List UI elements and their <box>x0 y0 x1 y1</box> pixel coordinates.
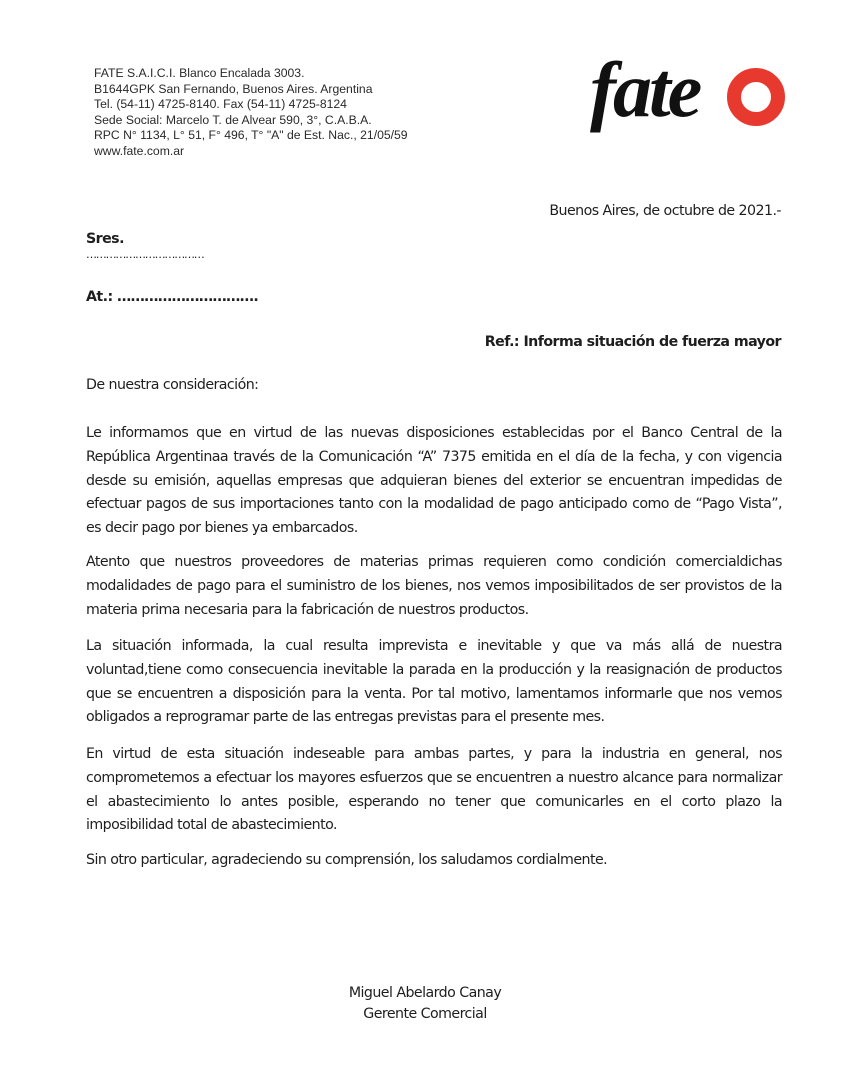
company-line: RPC N° 1134, L° 51, F° 496, T° "A" de Est. Nac., 21/05/59 <box>94 128 408 143</box>
salutation: De nuestra consideración: <box>86 377 259 393</box>
signatory-title: Gerente Comercial <box>363 1006 487 1022</box>
closing: Sin otro particular, agradeciendo su comprensión, los saludamos cordialmente. <box>86 852 608 868</box>
company-info <box>94 66 408 160</box>
paragraph: Le informamos que en virtud de las nuevas disposiciones establecidas por el Banco Central de la República Argentinaa través de la Comunicación “A” 7375 emitida en el día de la fecha, y con vigencia desde su emisión, aquellas empresas que adquieran bienes del exterior se encuentran impedidas de efectuar pagos de sus importaciones tanto con la modalidad de pago anticipado como de “Pago Vista”, es decir pago por bienes ya embarcados. <box>86 425 782 537</box>
recipient-label: Sres. <box>86 231 124 247</box>
fate-logo <box>590 46 790 136</box>
company-website: www.fate.com.ar <box>94 143 185 158</box>
paragraph: Atento que nuestros proveedores de materias primas requieren como condición comercialdichas modalidades de pago para el suministro de los bienes, nos vemos imposibilitados de ser provistos de la materia prima necesaria para la fabricación de nuestros productos. <box>86 554 782 618</box>
signatory-name: Miguel Abelardo Canay <box>348 985 502 1001</box>
reference-line: Ref.: Informa situación de fuerza mayor <box>484 334 781 350</box>
recipient-blank: ……………………………… <box>86 248 204 261</box>
company-line: B1644GPK San Fernando, Buenos Aires. Argentina <box>94 81 373 96</box>
paragraph: En virtud de esta situación indeseable para ambas partes, y para la industria en general, nos comprometemos a efectuar los mayores esfuerzos que se encuentren a nuestro alcance para normalizar el abastecimiento lo antes posible, esperando no tener que comunicarles en el corto plazo la imposibilidad total de abastecimiento. <box>86 746 782 834</box>
ring-icon <box>727 68 785 126</box>
paragraph: La situación informada, la cual resulta imprevista e inevitable y que va más allá de nuestra voluntad,tiene como consecuencia inevitable la parada en la producción y la reasignación de productos que se encuentren a disposición para la venta. Por tal motivo, lamentamos informarle que nos vemos obligados a reprogramar parte de las entregas previstas para el presente mes. <box>86 638 782 726</box>
date-line: Buenos Aires, de octubre de 2021.- <box>549 203 781 219</box>
company-line: Sede Social: Marcelo T. de Alvear 590, 3°, C.A.B.A. <box>94 112 372 127</box>
company-line: FATE S.A.I.C.I. Blanco Encalada 3003. <box>94 66 305 80</box>
logo-wordmark: fate <box>590 46 700 133</box>
company-line: Tel. (54-11) 4725-8140. Fax (54-11) 4725-8124 <box>94 97 347 112</box>
attention-line: At.: …………………………. <box>86 289 259 305</box>
